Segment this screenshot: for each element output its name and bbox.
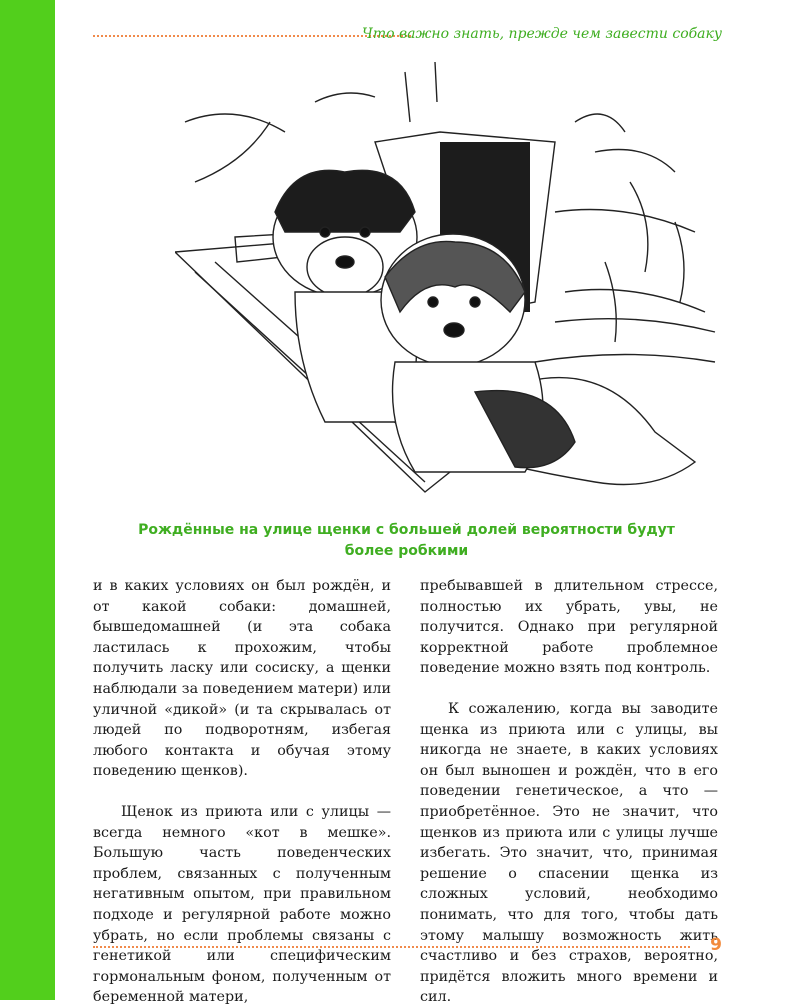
side-color-bar xyxy=(0,0,55,1000)
caption-line-1: Рождённые на улице щенки с большей долей вероятности будут xyxy=(138,522,675,538)
page-number: 9 xyxy=(710,935,722,955)
text-column-right xyxy=(420,576,718,1008)
paragraph: пребывавшей в длительном стрессе, полностью их убрать, увы, не получится. Однако при регулярной корректной работе проблемное поведение можно взять под контроль. xyxy=(420,578,718,677)
paragraph: Щенок из приюта или с улицы — всегда немного «кот в мешке». Большую часть поведенческих проблем, связанных с полученным негативным опытом, при правильном подходе и регулярной работе можно убрать, но если проблемы связаны с генетикой или специфическим гормональным фоном, полученным от беременной матери, xyxy=(93,803,391,1006)
running-head: Что важно знать, прежде чем завести собаку xyxy=(362,26,722,42)
text-column-left xyxy=(93,576,391,1008)
paragraph: К сожалению, когда вы заводите щенка из приюта или с улицы, вы никогда не знаете, в каких условиях он был выношен и рождён, что в его поведении генетическое, а что — приобретённое. Это не значит, что щенков из приюта или с улицы лучше избегать. Это значит, что, принимая решение о спасении щенка из сложных условий, необходимо понимать, что для того, чтобы дать этому малышу возможность жить счастливо и без страхов, вероятно, придётся вложить много времени и сил. xyxy=(420,700,718,1006)
paragraph: и в каких условиях он был рождён, и от какой собаки: домашней, бывшедомашней (и эта собака ластилась к прохожим, чтобы получить ласку или сосиску, а щенки наблюдали за поведением матери) или уличной «дикой» (и та скрывалась от людей по подворотням, избегая любого контакта и обучая этому поведению щенков). xyxy=(93,578,391,780)
puppies-illustration xyxy=(175,62,720,507)
caption-line-2: более робкими xyxy=(344,543,469,559)
footer-dotted-rule xyxy=(93,946,690,948)
figure-caption xyxy=(93,520,720,562)
